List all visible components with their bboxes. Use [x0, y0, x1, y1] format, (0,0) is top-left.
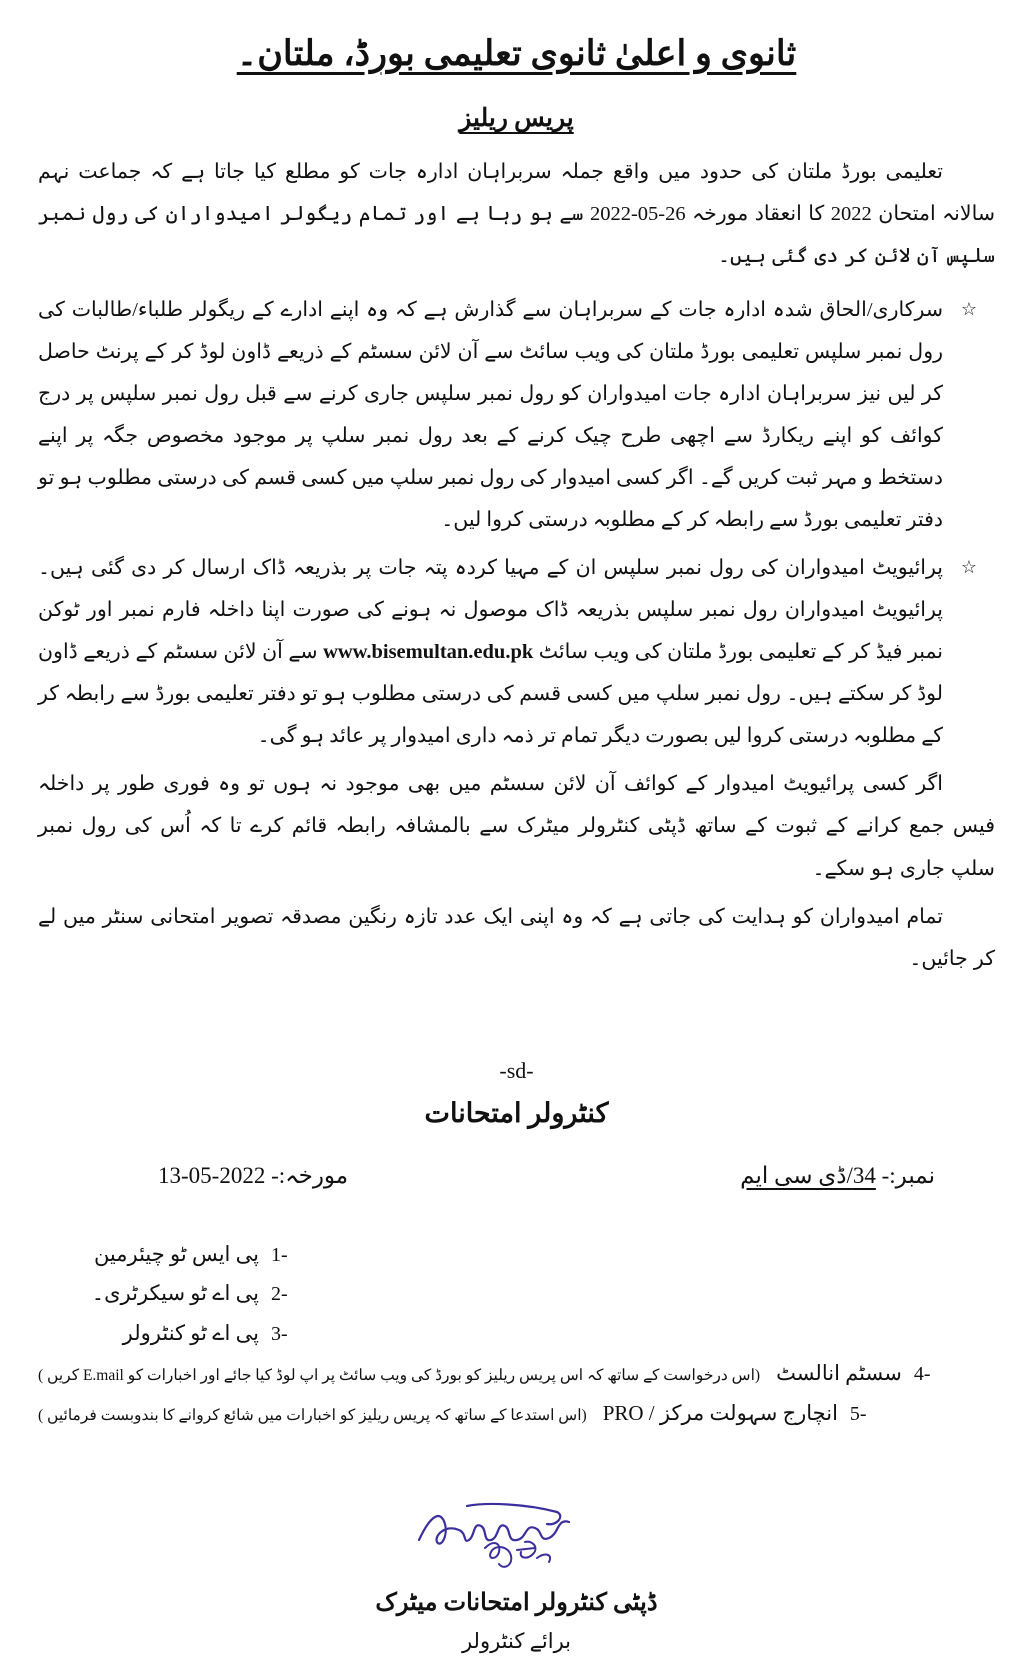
distribution-list	[38, 1235, 995, 1434]
sd-mark: -sd-	[499, 1057, 534, 1083]
reference-date-row	[38, 1163, 995, 1189]
reference-value: 34/ڈی سی ایم	[740, 1162, 876, 1188]
star-icon: ☆	[960, 557, 978, 578]
document-date	[158, 1163, 348, 1189]
list-item-label: پی اے ٹو کنٹرولر	[122, 1321, 259, 1346]
bullet-item-1	[38, 289, 995, 541]
signature-name: ڈپٹی کنٹرولر امتحانات میٹرک	[375, 1590, 658, 1616]
list-item-number: 3-	[271, 1323, 288, 1346]
list-item-label: پی ایس ٹو چیئرمین	[93, 1241, 259, 1266]
reference-number	[740, 1163, 935, 1189]
board-website-url: www.bisemultan.edu.pk	[323, 641, 534, 664]
page-title: ثانوی و اعلیٰ ثانوی تعلیمی بورڈ، ملتان۔	[236, 34, 797, 73]
list-item-number: 5-	[849, 1403, 867, 1426]
date-label: مورخہ:-	[271, 1162, 349, 1188]
handwritten-signature-icon	[407, 1496, 617, 1586]
signature-subtitle: برائے کنٹرولر	[461, 1629, 572, 1653]
intro-paragraph: تعلیمی بورڈ ملتان کی حدود میں واقع جملہ سربراہان ادارہ جات کو مطلع کیا جاتا ہے کہ جماعت نہم سالانہ امتحان 2022 کا انعقاد مورخہ 26-05-2022 سے ہو رہا ہے اور تمام ریگولر امیدواران کی رول نمبر سلپس آن لائن کر دی گئی ہیں۔	[38, 161, 996, 268]
press-release-heading: پریس ریلیز	[459, 105, 574, 133]
bullet-item-2	[38, 547, 995, 757]
paragraph-4: تمام امیدواران کو ہدایت کی جاتی ہے کہ وہ اپنی ایک عدد تازہ رنگین مصدقہ تصویر امتحانی سنٹر میں لے کر جائیں۔	[38, 905, 995, 970]
list-item-note: (اس استدعا کے ساتھ کہ پریس ریلیز کو اخبارات میں شائع کروانے کا بندوبست فرمائیں )	[38, 1407, 587, 1425]
bullet-text-1: سرکاری/الحاق شدہ ادارہ جات کے سربراہان سے گذارش ہے کہ وہ اپنے ادارے کے ریگولر طلباء/طالبات کی رول نمبر سلپس تعلیمی بورڈ ملتان کی ویب سائٹ سے آن لائن سسٹم کے ذریعے ڈاون لوڈ کر کے پرنٹ حاصل کر لیں نیز سربراہان ادارہ جات امیدواران کو رول نمبر سلپس جاری کرنے سے قبل رول نمبر سلپس پر درج کوائف کو اپنے ریکارڈ سے اچھی طرح چیک کرنے کے بعد رول نمبر سلپ پر موجود مخصوص جگہ پر اپنے دستخط و مہر ثبت کریں گے۔ اگر کسی امیدوار کی رول نمبر سلپ میں کسی قسم کی درستی مطلوب ہو تو دفتر تعلیمی بورڈ سے رابطہ کر کے مطلوبہ درستی کروا لیں۔	[38, 299, 943, 532]
signatory-title: کنٹرولر امتحانات	[424, 1097, 609, 1128]
bullet-text-2	[38, 547, 943, 757]
reference-label: نمبر:-	[881, 1162, 935, 1188]
list-item-number: 4-	[913, 1363, 931, 1386]
date-value: 13-05-2022	[158, 1162, 266, 1188]
list-item	[38, 1354, 995, 1394]
signature-block	[38, 1496, 995, 1654]
list-item-label: انچارج سہولت مرکز / PRO	[602, 1401, 838, 1426]
list-item-number: 1-	[271, 1243, 288, 1266]
list-item	[38, 1394, 995, 1434]
list-item	[38, 1235, 995, 1275]
bullet-text-2-part2: سے آن لائن سسٹم کے ذریعے ڈاون لوڈ کر سکتے ہیں۔ رول نمبر سلپ میں کسی قسم کی درستی مطلوب ہو تو دفتر تعلیمی بورڈ سے رابطہ کر کے مطلوبہ درستی کروا لیں بصورت دیگر تمام تر ذمہ داری امیدوار پر عائد ہو گی۔	[38, 641, 943, 748]
bullet-text-2-part1: پرائیویٹ امیدواران کی رول نمبر سلپس ان کے مہیا کردہ پتہ جات پر بذریعہ ڈاک ارسال کر دی گئی ہیں۔ پرائیویٹ امیدواران رول نمبر سلپس بذریعہ ڈاک موصول نہ ہونے کی صورت اپنا داخلہ فارم نمبر اور ٹوکن نمبر فیڈ کر کے تعلیمی بورڈ ملتان کی ویب سائٹ	[38, 557, 944, 664]
signature-area	[287, 1496, 747, 1588]
list-item	[38, 1274, 995, 1314]
star-icon: ☆	[960, 299, 978, 320]
list-item	[38, 1314, 995, 1354]
list-item-number: 2-	[271, 1283, 288, 1306]
paragraph-3: اگر کسی پرائیویٹ امیدوار کے کوائف آن لائن سسٹم میں بھی موجود نہ ہوں تو وہ فوری طور پر داخلہ فیس جمع کرانے کے ثبوت کے ساتھ ڈپٹی کنٹرولر میٹرک سے بالمشافہ رابطہ قائم کرے تا کہ اُس کی رول نمبر سلپ جاری ہو سکے۔	[38, 773, 995, 880]
list-item-note: (اس درخواست کے ساتھ کہ اس پریس ریلیز کو بورڈ کی ویب سائٹ پر اپ لوڈ کیا جائے اور اخبارات کو E.mail کریں )	[38, 1367, 761, 1385]
list-item-label: پی اے ٹو سیکرٹری۔	[91, 1281, 259, 1306]
list-item-label: سسٹم انالسٹ	[776, 1361, 902, 1386]
